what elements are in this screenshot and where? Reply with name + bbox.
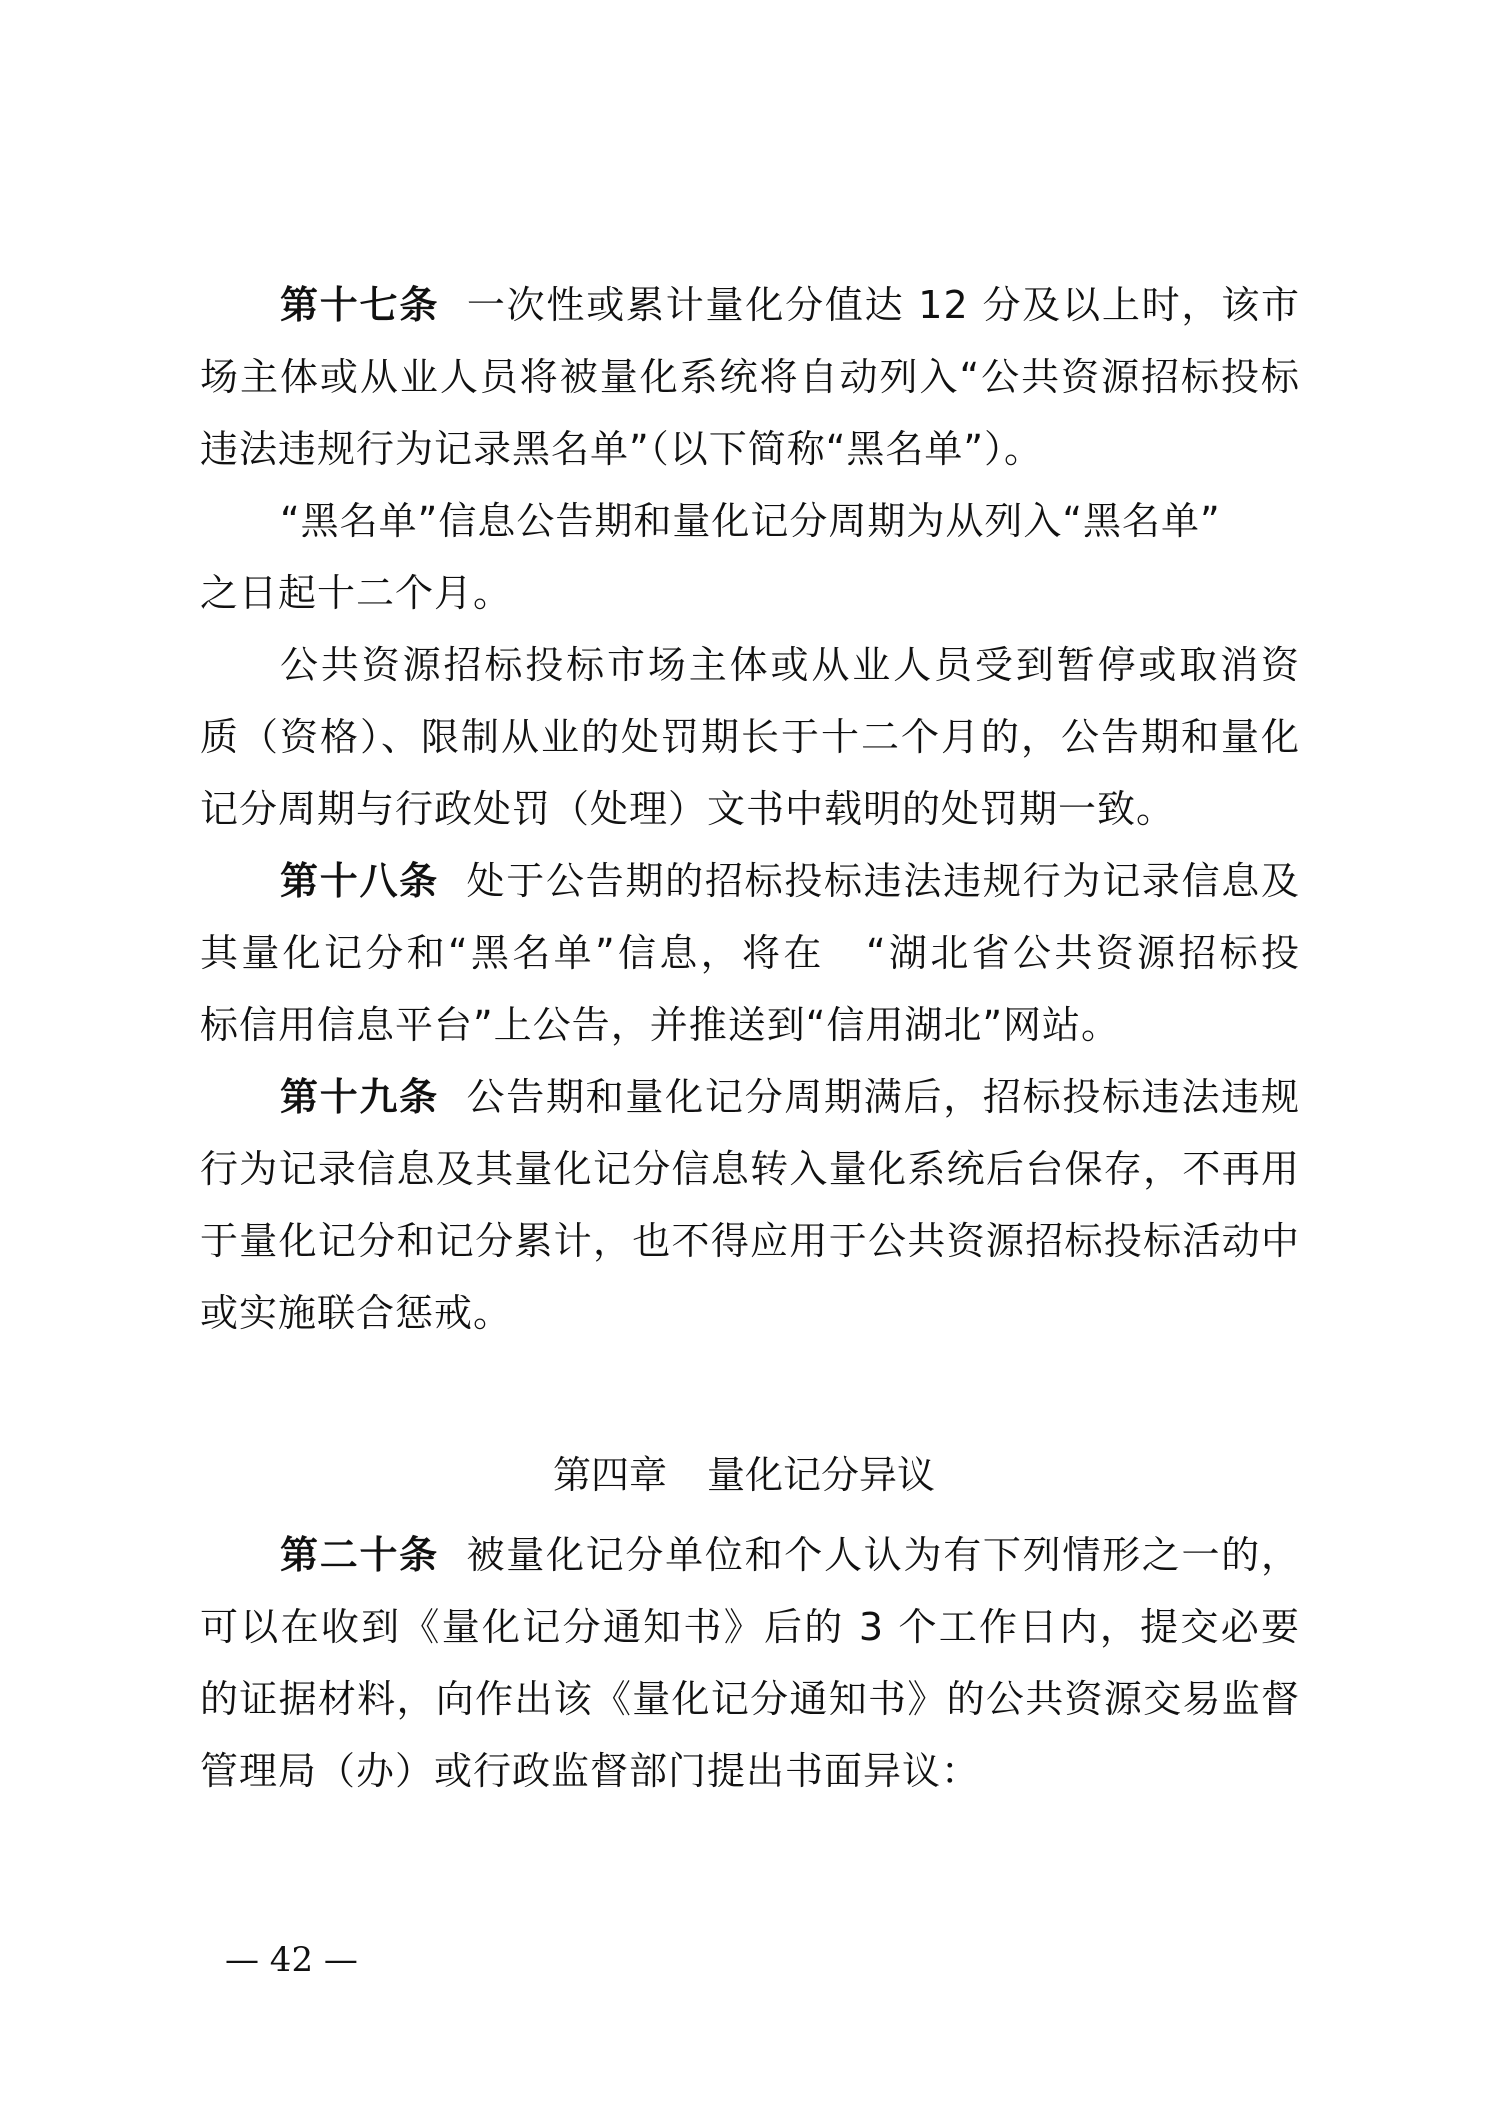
article-17-heading: 第十七条 [280,283,440,327]
article-17-text-1: 一次性或累计量化分值达 12 分及以上时，该市 [466,283,1300,327]
article-17-line-1 [280,280,1300,330]
article-19-text-1: 公告期和量化记分周期满后，招标投标违法违规 [466,1075,1300,1119]
blacklist-period-line-1: “黑名单”信息公告期和量化记分周期为从列入“黑名单” [280,499,1221,543]
article-19-line-2: 行为记录信息及其量化记分信息转入量化系统后台保存，不再用 [200,1147,1300,1191]
article-19-line-1 [280,1072,1300,1122]
article-19-line-3: 于量化记分和记分累计，也不得应用于公共资源招标投标活动中 [200,1219,1300,1263]
page-number: — 42 — [225,1940,358,1980]
article-19-line-4: 或实施联合惩戒。 [200,1291,513,1335]
chapter-title: 量化记分异议 [707,1453,936,1497]
chapter-heading [0,1450,1488,1500]
penalty-period-line-3: 记分周期与行政处罚（处理）文书中载明的处罚期一致。 [200,787,1176,831]
article-20-text-1: 被量化记分单位和个人认为有下列情形之一的， [466,1533,1300,1577]
article-18-line-3: 标信用信息平台”上公告，并推送到“信用湖北”网站。 [200,1003,1121,1047]
penalty-period-line-1: 公共资源招标投标市场主体或从业人员受到暂停或取消资 [280,643,1300,687]
article-20-line-3: 的证据材料，向作出该《量化记分通知书》的公共资源交易监督 [200,1677,1300,1721]
article-17-line-2: 场主体或从业人员将被量化系统将自动列入“公共资源招标投标 [200,355,1300,399]
penalty-period-line-2: 质（资格）、限制从业的处罚期长于十二个月的，公告期和量化 [200,715,1300,759]
blacklist-period-line-2: 之日起十二个月。 [200,571,513,615]
chapter-number: 第四章 [552,1453,667,1497]
article-17-line-3: 违法违规行为记录黑名单”（以下简称“黑名单”）。 [200,427,1044,471]
article-18-text-1: 处于公告期的招标投标违法违规行为记录信息及 [466,859,1300,903]
article-20-heading: 第二十条 [280,1533,439,1577]
article-20-line-1 [280,1530,1300,1580]
article-18-line-2: 其量化记分和“黑名单”信息，将在 “湖北省公共资源招标投 [200,931,1300,975]
article-18-heading: 第十八条 [280,859,439,903]
article-20-line-4: 管理局（办）或行政监督部门提出书面异议： [200,1749,981,1793]
article-18-line-1 [280,856,1300,906]
article-20-line-2: 可以在收到《量化记分通知书》后的 3 个工作日内，提交必要 [200,1605,1300,1649]
article-19-heading: 第十九条 [280,1075,439,1119]
